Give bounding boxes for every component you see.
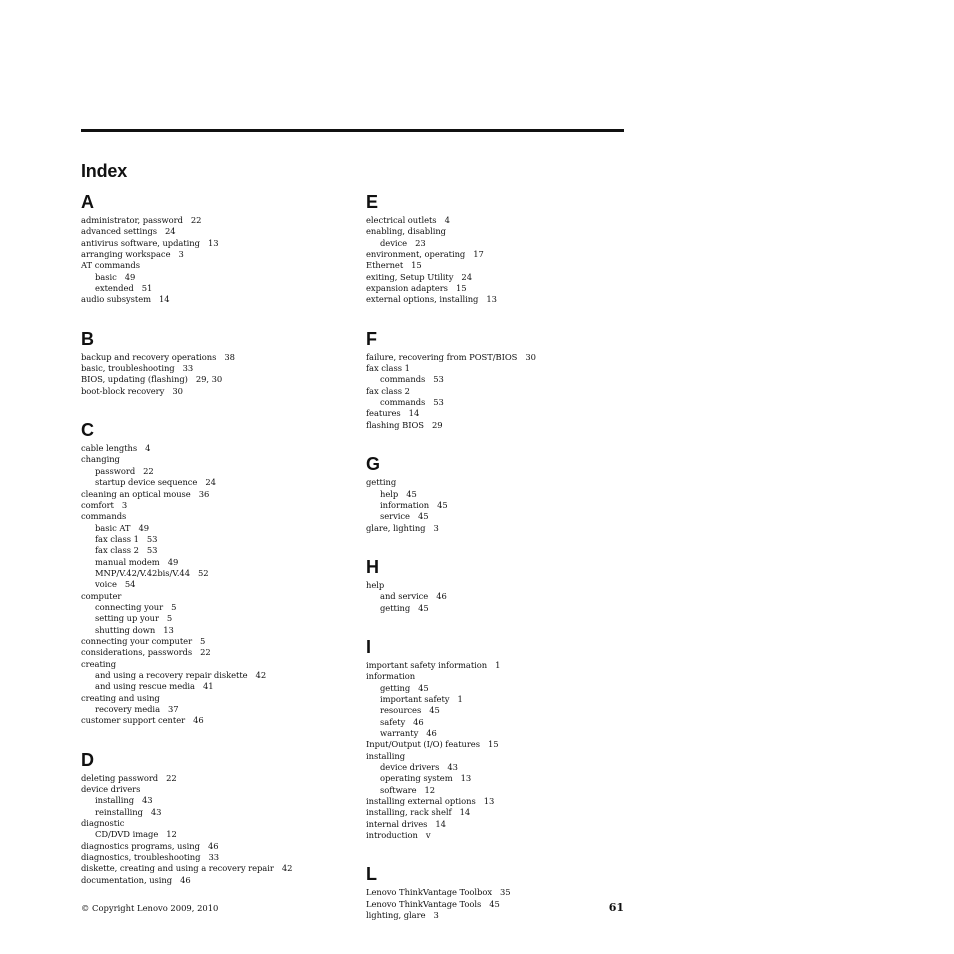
index-entry [366, 215, 631, 226]
entry-term: important safety [380, 693, 450, 704]
entry-term: diagnostic [81, 818, 125, 829]
entry-term: and service [380, 591, 429, 602]
index-section-h [366, 555, 631, 614]
entry-term: device drivers [380, 762, 440, 772]
entry-term: computer [81, 590, 122, 601]
index-subentry [81, 523, 346, 534]
entry-term: device [380, 237, 408, 248]
index-subentry [81, 283, 346, 294]
index-section-c [81, 418, 346, 727]
entry-page-ref: 42 [255, 670, 267, 680]
index-entry-list [366, 477, 631, 534]
index-entry [366, 807, 631, 818]
index-section-d [81, 748, 346, 886]
entry-page-ref: 14 [159, 294, 170, 305]
index-subentry [366, 511, 631, 522]
entry-term: introduction [366, 830, 418, 841]
entry-term: administrator, password [81, 215, 183, 225]
index-entry-list [366, 215, 631, 306]
entry-page-ref: 14 [459, 807, 471, 818]
header-rule [81, 129, 624, 132]
entry-term: enabling, disabling [366, 226, 446, 237]
entry-term: service [380, 511, 410, 522]
entry-page-ref: 53 [433, 397, 444, 408]
index-section-f [366, 327, 631, 431]
entry-term: Input/Output (I/O) features [366, 739, 480, 750]
index-entry [81, 249, 346, 260]
index-subentry [366, 728, 631, 739]
index-entry [366, 739, 631, 750]
index-subentry [366, 397, 631, 408]
entry-page-ref: 12 [424, 784, 436, 795]
index-entry [81, 374, 346, 385]
index-entry [81, 226, 346, 237]
entry-term: features [366, 408, 401, 419]
index-entry [366, 796, 631, 807]
index-entry [366, 386, 631, 397]
entry-page-ref: 22 [143, 465, 154, 476]
index-entry [81, 773, 346, 784]
index-entry [81, 693, 346, 704]
entry-term: basic AT [95, 522, 131, 533]
entry-term: Lenovo ThinkVantage Toolbox [366, 887, 492, 898]
index-entry [81, 352, 346, 363]
entry-page-ref: 1 [457, 693, 463, 704]
index-subentry [81, 534, 346, 545]
index-subentry [366, 694, 631, 705]
entry-term: diagnostics, troubleshooting [81, 852, 201, 863]
section-letter: I [366, 636, 372, 657]
entry-term: help [366, 579, 385, 590]
entry-term: electrical outlets [366, 215, 437, 225]
index-entry-list [366, 580, 631, 614]
entry-page-ref: 46 [207, 840, 219, 851]
section-letter: A [81, 192, 94, 212]
index-subentry [81, 272, 346, 283]
entry-term: diskette, creating and using a recovery repair [81, 863, 274, 874]
index-entry [81, 818, 346, 829]
index-column-left [81, 190, 346, 907]
entry-page-ref: 46 [436, 591, 447, 602]
index-section-g [366, 452, 631, 534]
entry-term: cleaning an optical mouse [81, 488, 191, 499]
index-subentry [81, 704, 346, 715]
entry-term: antivirus software, updating [81, 237, 200, 248]
index-subentry [366, 489, 631, 500]
index-subentry [81, 579, 346, 590]
index-entry [366, 660, 631, 671]
entry-page-ref: 17 [473, 249, 484, 260]
entry-term: changing [81, 454, 120, 465]
entry-term: password [95, 465, 136, 476]
entry-term: connecting your computer [81, 635, 193, 646]
section-letter: E [366, 192, 379, 212]
entry-page-ref: 22 [200, 647, 211, 658]
entry-page-ref: 45 [429, 705, 440, 716]
index-entry [81, 500, 346, 511]
entry-term: internal drives [366, 818, 428, 829]
entry-term: documentation, using [81, 874, 173, 885]
entry-page-ref: 45 [418, 602, 429, 613]
index-entry [366, 580, 631, 591]
entry-term: fax class 2 [95, 545, 139, 556]
index-subentry [366, 762, 631, 773]
entry-term: software [380, 784, 417, 795]
entry-page-ref: 30 [172, 385, 183, 396]
section-letter: L [366, 864, 377, 885]
entry-page-ref: 13 [460, 773, 472, 784]
index-entry [81, 715, 346, 726]
index-entry [81, 454, 346, 465]
index-subentry [366, 591, 631, 602]
entry-page-ref: 41 [203, 681, 214, 692]
entry-term: boot-block recovery [81, 385, 165, 396]
entry-term: information [366, 671, 416, 682]
entry-term: creating and using [81, 692, 160, 703]
index-entry-list [366, 887, 631, 921]
section-letter: D [81, 749, 94, 770]
entry-term: Lenovo ThinkVantage Tools [366, 898, 482, 909]
entry-page-ref: 30 [525, 351, 536, 362]
index-section-i [366, 635, 631, 842]
section-letter: F [366, 328, 377, 349]
entry-page-ref: 22 [190, 215, 202, 225]
entry-page-ref: 49 [167, 556, 179, 567]
index-subentry [81, 545, 346, 556]
entry-page-ref: 12 [166, 829, 177, 840]
entry-page-ref: 45 [418, 682, 429, 693]
index-entry [81, 863, 346, 874]
entry-term: commands [81, 511, 127, 522]
entry-term: installing [95, 795, 135, 806]
index-entry [366, 352, 631, 363]
index-subentry [81, 670, 346, 681]
index-subentry [366, 785, 631, 796]
entry-page-ref: 43 [150, 806, 162, 817]
entry-term: warranty [380, 727, 419, 738]
index-entry [81, 875, 346, 886]
entry-page-ref: 4 [145, 443, 151, 454]
entry-page-ref: 45 [417, 511, 429, 522]
index-entry [366, 363, 631, 374]
entry-page-ref: 53 [146, 545, 158, 556]
entry-term: Ethernet [366, 260, 404, 271]
entry-page-ref: 54 [124, 579, 136, 590]
index-entry [366, 260, 631, 271]
entry-term: customer support center [81, 715, 186, 726]
index-subentry [366, 500, 631, 511]
entry-term: fax class 2 [366, 385, 410, 396]
entry-page-ref: 13 [163, 624, 174, 635]
index-entry [81, 591, 346, 602]
entry-page-ref: 5 [171, 601, 177, 612]
entry-page-ref: 49 [138, 522, 150, 533]
entry-term: fax class 1 [366, 363, 410, 374]
entry-page-ref: 52 [198, 567, 209, 578]
entry-page-ref: 3 [121, 499, 128, 510]
entry-page-ref: 45 [489, 898, 500, 909]
entry-term: connecting your [95, 601, 164, 612]
page-title: Index [81, 161, 128, 181]
index-entry [366, 477, 631, 488]
entry-page-ref: 14 [408, 408, 420, 419]
index-section-a [81, 190, 346, 306]
entry-page-ref: 36 [198, 488, 210, 499]
index-entry [366, 671, 631, 682]
entry-page-ref: 24 [165, 226, 176, 237]
entry-term: shutting down [95, 624, 156, 635]
entry-term: audio subsystem [81, 294, 152, 305]
entry-term: backup and recovery operations [81, 351, 217, 362]
entry-term: CD/DVD image [95, 829, 159, 840]
index-entry [366, 910, 631, 921]
index-entry [81, 260, 346, 271]
index-entry [366, 751, 631, 762]
index-subentry [81, 795, 346, 806]
entry-page-ref: 24 [461, 271, 472, 282]
entry-term: recovery media [95, 704, 161, 715]
entry-term: commands [380, 374, 426, 385]
entry-term: safety [380, 716, 406, 727]
entry-page-ref: 46 [413, 716, 424, 727]
index-entry [81, 489, 346, 500]
index-subentry [366, 773, 631, 784]
entry-page-ref: 13 [486, 294, 497, 305]
entry-page-ref: 3 [178, 249, 184, 260]
entry-page-ref: 15 [455, 283, 467, 294]
entry-page-ref: 15 [487, 739, 499, 750]
entry-term: comfort [81, 499, 114, 510]
entry-page-ref: 29, 30 [195, 374, 223, 385]
entry-page-ref: v [425, 830, 431, 841]
entry-page-ref: 24 [205, 477, 216, 488]
entry-page-ref: 22 [166, 772, 177, 783]
entry-page-ref: 23 [415, 237, 426, 248]
entry-term: exiting, Setup Utility [366, 271, 454, 282]
entry-term: manual modem [95, 556, 160, 567]
section-letter: G [366, 454, 381, 475]
index-entry-list [81, 773, 346, 886]
entry-page-ref: 45 [437, 499, 448, 510]
entry-page-ref: 3 [433, 522, 439, 533]
entry-term: basic [95, 271, 117, 282]
entry-page-ref: 5 [166, 613, 173, 624]
entry-page-ref: 46 [193, 715, 204, 726]
index-subentry [81, 568, 346, 579]
entry-term: help [380, 488, 399, 499]
index-entry [366, 272, 631, 283]
entry-page-ref: 43 [447, 762, 458, 772]
index-entry [81, 386, 346, 397]
index-entry [366, 226, 631, 237]
entry-term: getting [380, 682, 411, 693]
entry-term: extended [95, 283, 134, 294]
entry-term: AT commands [81, 260, 140, 271]
index-entry [366, 294, 631, 305]
entry-term: installing external options [366, 796, 476, 807]
entry-term: commands [380, 397, 426, 408]
entry-page-ref: 38 [224, 351, 235, 362]
index-entry [81, 784, 346, 795]
entry-page-ref: 45 [406, 488, 417, 499]
index-entry [81, 659, 346, 670]
index-section-b [81, 327, 346, 397]
section-letter: B [81, 328, 94, 349]
index-entry [81, 294, 346, 305]
entry-page-ref: 13 [207, 237, 219, 248]
entry-term: getting [380, 602, 411, 613]
index-entry [81, 363, 346, 374]
index-entry-list [366, 352, 631, 431]
entry-term: advanced settings [81, 226, 158, 237]
index-subentry [81, 807, 346, 818]
entry-term: setting up your [95, 613, 159, 624]
entry-page-ref: 43 [142, 795, 153, 806]
index-entry [81, 852, 346, 863]
entry-term: deleting password [81, 772, 159, 783]
index-entry [366, 830, 631, 841]
index-entry [81, 841, 346, 852]
entry-term: installing, rack shelf [366, 807, 452, 818]
entry-term: basic, troubleshooting [81, 363, 175, 374]
entry-page-ref: 46 [426, 727, 437, 738]
index-entry [81, 215, 346, 226]
entry-page-ref: 53 [433, 374, 444, 385]
entry-page-ref: 5 [200, 635, 206, 646]
entry-page-ref: 46 [180, 874, 191, 885]
entry-page-ref: 37 [168, 704, 179, 715]
index-entry [366, 283, 631, 294]
index-entry [366, 899, 631, 910]
copyright-notice: © Copyright Lenovo 2009, 2010 [81, 903, 219, 913]
section-letter: C [81, 420, 94, 441]
entry-page-ref: 49 [124, 271, 136, 282]
index-section-e [366, 190, 631, 306]
index-section-l [366, 862, 631, 921]
index-entry [366, 819, 631, 830]
entry-page-ref: 33 [208, 852, 220, 863]
entry-page-ref: 33 [182, 363, 194, 374]
entry-term: arranging workspace [81, 249, 171, 260]
entry-term: expansion adapters [366, 283, 448, 294]
entry-term: flashing BIOS [366, 419, 424, 430]
entry-page-ref: 13 [483, 796, 495, 807]
entry-term: and using rescue media [95, 681, 195, 692]
entry-term: cable lengths [81, 443, 138, 454]
section-letter: H [366, 556, 379, 577]
index-subentry [81, 625, 346, 636]
entry-page-ref: 3 [433, 910, 439, 921]
index-entry-list [81, 352, 346, 397]
index-subentry [81, 681, 346, 692]
entry-term: considerations, passwords [81, 647, 193, 658]
index-entry [81, 511, 346, 522]
entry-term: operating system [380, 773, 453, 784]
entry-page-ref: 1 [495, 659, 501, 670]
entry-page-ref: 29 [431, 419, 443, 430]
entry-page-ref: 51 [141, 283, 153, 294]
index-subentry [366, 683, 631, 694]
entry-term: failure, recovering from POST/BIOS [366, 351, 518, 362]
index-subentry [366, 705, 631, 716]
index-entry [81, 238, 346, 249]
index-subentry [81, 466, 346, 477]
index-column-right [366, 190, 631, 942]
entry-page-ref: 35 [500, 887, 511, 898]
index-subentry [81, 602, 346, 613]
entry-page-ref: 14 [435, 818, 446, 829]
index-subentry [366, 374, 631, 385]
entry-term: lighting, glare [366, 910, 426, 921]
index-subentry [81, 557, 346, 568]
index-subentry [81, 829, 346, 840]
entry-term: creating [81, 658, 117, 669]
entry-term: reinstalling [95, 806, 143, 817]
entry-page-ref: 4 [444, 215, 450, 225]
entry-page-ref: 15 [411, 260, 422, 271]
index-subentry [366, 717, 631, 728]
index-entry [81, 647, 346, 658]
index-subentry [366, 603, 631, 614]
entry-term: MNP/V.42/V.42bis/V.44 [95, 567, 190, 578]
entry-term: and using a recovery repair diskette [95, 670, 248, 680]
index-entry [366, 523, 631, 534]
index-entry-list [366, 660, 631, 842]
entry-term: external options, installing [366, 294, 479, 305]
entry-term: environment, operating [366, 249, 466, 260]
entry-term: diagnostics programs, using [81, 840, 200, 851]
entry-term: important safety information [366, 659, 488, 670]
entry-page-ref: 42 [281, 863, 293, 874]
index-entry-list [81, 215, 346, 306]
index-entry [366, 408, 631, 419]
index-entry [81, 636, 346, 647]
index-subentry [81, 477, 346, 488]
entry-term: startup device sequence [95, 477, 198, 488]
entry-term: fax class 1 [95, 533, 139, 544]
index-entry [81, 443, 346, 454]
entry-term: glare, lighting [366, 522, 426, 533]
entry-term: information [380, 499, 430, 510]
entry-term: BIOS, updating (flashing) [81, 374, 188, 385]
index-subentry [366, 238, 631, 249]
index-subentry [81, 613, 346, 624]
index-entry-list [81, 443, 346, 727]
entry-page-ref: 53 [146, 533, 158, 544]
index-entry [366, 249, 631, 260]
entry-term: voice [95, 579, 117, 590]
page-number: 61 [608, 901, 624, 914]
entry-term: resources [380, 705, 422, 716]
index-entry [366, 420, 631, 431]
index-entry [366, 887, 631, 898]
entry-term: installing [366, 750, 406, 761]
entry-term: getting [366, 477, 397, 488]
entry-term: device drivers [81, 784, 141, 795]
